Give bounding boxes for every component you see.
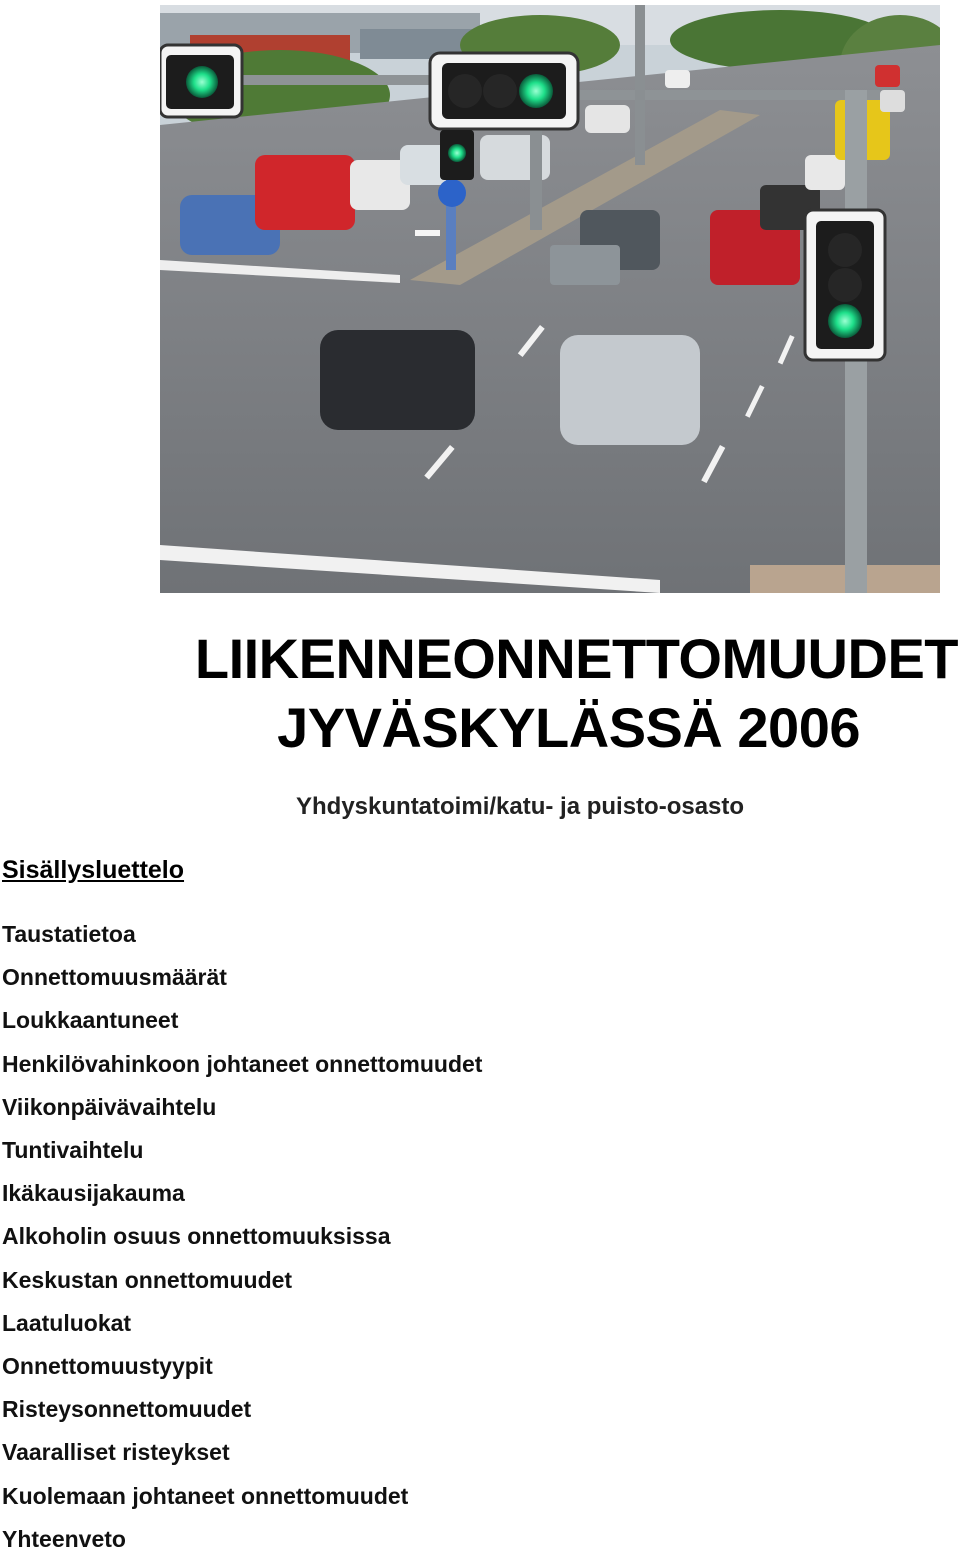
toc-item[interactable]: Onnettomuustyypit bbox=[2, 1353, 213, 1380]
toc-item[interactable]: Vaaralliset risteykset bbox=[2, 1439, 230, 1466]
toc-item[interactable]: Onnettomuusmäärät bbox=[2, 964, 227, 991]
toc-item[interactable]: Tuntivaihtelu bbox=[2, 1137, 144, 1164]
document-title-line-1: LIIKENNEONNETTOMUUDET bbox=[194, 627, 958, 690]
toc-item[interactable]: Taustatietoa bbox=[2, 921, 136, 947]
toc-item[interactable]: Kuolemaan johtaneet onnettomuudet bbox=[2, 1482, 409, 1509]
toc-item[interactable]: Viikonpäivävaihtelu bbox=[2, 1093, 217, 1120]
toc-item[interactable]: Keskustan onnettomuudet bbox=[2, 1266, 293, 1293]
table-of-contents bbox=[2, 913, 482, 1561]
cover-photo-traffic-intersection bbox=[160, 5, 940, 593]
toc-heading: Sisällysluettelo bbox=[2, 856, 185, 884]
document-title-line-2: JYVÄSKYLÄSSÄ 2006 bbox=[277, 696, 860, 759]
toc-item[interactable]: Henkilövahinkoon johtaneet onnettomuudet bbox=[2, 1050, 483, 1077]
toc-item[interactable]: Loukkaantuneet bbox=[2, 1007, 179, 1034]
toc-item[interactable]: Risteysonnettomuudet bbox=[2, 1396, 252, 1423]
toc-item[interactable]: Yhteenveto bbox=[2, 1525, 126, 1552]
toc-item[interactable]: Laatuluokat bbox=[2, 1309, 132, 1336]
toc-item[interactable]: Alkoholin osuus onnettomuuksissa bbox=[2, 1223, 391, 1250]
toc-item[interactable]: Ikäkausijakauma bbox=[2, 1180, 185, 1207]
department-subtitle: Yhdyskuntatoimi/katu- ja puisto-osasto bbox=[296, 793, 745, 820]
